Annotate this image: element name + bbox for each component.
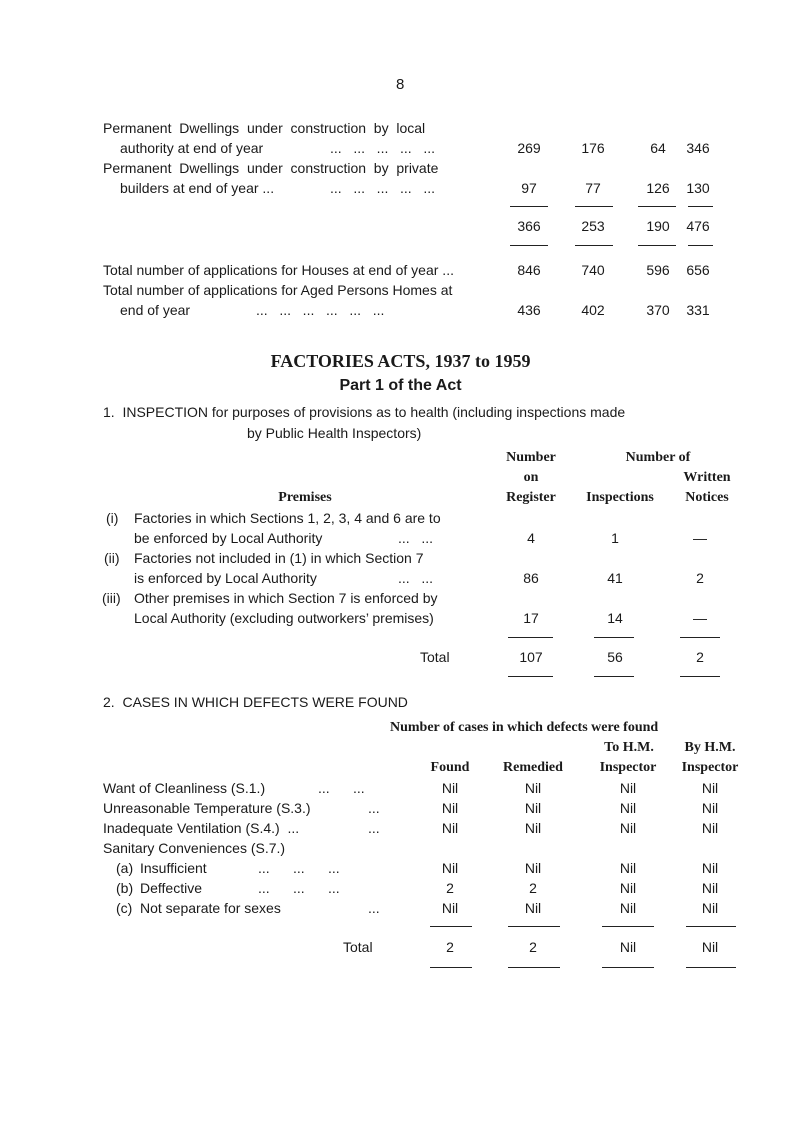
applications-cell: 846 (517, 262, 541, 278)
row-label: Factories in which Sections 1, 2, 3, 4 and 6 are to (134, 510, 441, 526)
cell-found: Nil (441, 820, 459, 836)
housing-row-label: authority at end of year (120, 140, 264, 156)
rule (602, 967, 654, 968)
col-header-found: Found (430, 760, 470, 775)
housing-cell: 64 (650, 140, 666, 156)
group-label: Sanitary Conveniences (S.7.) (103, 840, 286, 856)
total-label: Total (343, 939, 373, 955)
super-header: Number of cases in which defects were found (390, 720, 659, 735)
housing-subtotal: 476 (686, 218, 710, 234)
housing-cell: 269 (517, 140, 541, 156)
applications-label: Total number of applications for Houses at end of year ... (103, 262, 454, 278)
cell-to-hm: Nil (619, 860, 637, 876)
rule (510, 206, 548, 207)
cell-by-hm: Nil (701, 820, 719, 836)
col-header-to-hm: Inspector (599, 760, 657, 775)
cell-to-hm: Nil (619, 780, 637, 796)
row-label: Factories not included in (1) in which Section 7 (134, 550, 424, 566)
rule (575, 206, 613, 207)
housing-subtotal: 366 (517, 218, 541, 234)
cell-register: 4 (527, 530, 535, 546)
cell-remedied: 2 (529, 880, 537, 896)
housing-cell: 126 (646, 180, 670, 196)
applications-cell: 331 (686, 302, 710, 318)
cell-register: 17 (523, 610, 539, 626)
section-heading: by Public Health Inspectors) (247, 425, 422, 441)
cell-by-hm: Nil (701, 780, 719, 796)
rule (602, 926, 654, 927)
rule (686, 967, 736, 968)
row-label: be enforced by Local Authority (134, 530, 323, 546)
cell-notices: — (693, 610, 707, 626)
applications-cell: 436 (517, 302, 541, 318)
housing-row-label: Permanent Dwellings under construction by private (103, 160, 439, 176)
row-number: (i) (106, 510, 119, 526)
page-number: 8 (396, 76, 405, 93)
col-header-inspections: Inspections (586, 490, 654, 505)
leader-dots: ... ... ... ... ... ... (256, 302, 385, 318)
total-found: 2 (446, 939, 454, 955)
cell-register: 86 (523, 570, 539, 586)
row-label: Insufficient (140, 860, 207, 876)
cell-found: 2 (446, 880, 454, 896)
col-header-register: Register (506, 490, 556, 505)
rule (508, 926, 560, 927)
cell-remedied: Nil (524, 860, 542, 876)
cell-notices: — (693, 530, 707, 546)
rule (594, 637, 634, 638)
rule (510, 245, 548, 246)
cell-found: Nil (441, 860, 459, 876)
row-label: Unreasonable Temperature (S.3.) (103, 800, 311, 816)
total-by-hm: Nil (701, 939, 719, 955)
rule (688, 206, 713, 207)
col-header-premises: Premises (278, 490, 332, 505)
cell-to-hm: Nil (619, 820, 637, 836)
section-title: FACTORIES ACTS, 1937 to 1959 (270, 351, 531, 371)
applications-label: end of year (120, 302, 191, 318)
housing-subtotal: 253 (581, 218, 605, 234)
col-header-notices: Notices (685, 490, 729, 505)
col-header-remedied: Remedied (503, 760, 563, 775)
housing-cell: 130 (686, 180, 710, 196)
leader-dots: ... (368, 900, 380, 916)
leader-dots: ... ... (398, 530, 434, 546)
cell-by-hm: Nil (701, 860, 719, 876)
row-label: Inadequate Ventilation (S.4.) ... (103, 820, 300, 836)
cell-to-hm: Nil (619, 880, 637, 896)
leader-dots: ... ... ... (258, 880, 340, 896)
housing-row-label: Permanent Dwellings under construction by local (103, 120, 426, 136)
cell-remedied: Nil (524, 780, 542, 796)
applications-cell: 740 (581, 262, 605, 278)
applications-cell: 402 (581, 302, 605, 318)
cell-remedied: Nil (524, 900, 542, 916)
applications-cell: 370 (646, 302, 670, 318)
row-label: is enforced by Local Authority (134, 570, 317, 586)
section-subtitle: Part 1 of the Act (339, 377, 462, 394)
cell-to-hm: Nil (619, 800, 637, 816)
col-header-number-of: Number of (625, 450, 691, 465)
col-header-to-hm: To H.M. (604, 740, 654, 755)
row-number: (c) (116, 900, 133, 916)
leader-dots: ... (368, 800, 380, 816)
col-header-register: Number (506, 450, 556, 465)
leader-dots: ... ... (318, 780, 365, 796)
rule (688, 245, 713, 246)
total-register: 107 (519, 649, 543, 665)
housing-cell: 97 (521, 180, 537, 196)
row-number: (ii) (104, 550, 120, 566)
total-notices: 2 (696, 649, 704, 665)
cell-remedied: Nil (524, 800, 542, 816)
cell-remedied: Nil (524, 820, 542, 836)
housing-row-label: builders at end of year ... (120, 180, 275, 196)
housing-cell: 77 (585, 180, 601, 196)
housing-cell: 346 (686, 140, 710, 156)
leader-dots: ... ... ... (258, 860, 340, 876)
cell-inspections: 14 (607, 610, 623, 626)
cell-found: Nil (441, 780, 459, 796)
row-number: (iii) (102, 590, 121, 606)
housing-subtotal: 190 (646, 218, 670, 234)
leader-dots: ... ... ... ... ... (330, 140, 436, 156)
rule (575, 245, 613, 246)
rule (680, 637, 720, 638)
applications-label: Total number of applications for Aged Persons Homes at (103, 282, 453, 298)
cell-notices: 2 (696, 570, 704, 586)
section-heading: 1. INSPECTION for purposes of provisions as to health (including inspections made (103, 404, 626, 420)
section-heading: 2. CASES IN WHICH DEFECTS WERE FOUND (103, 694, 408, 710)
rule (508, 967, 560, 968)
cell-by-hm: Nil (701, 880, 719, 896)
cell-found: Nil (441, 900, 459, 916)
leader-dots: ... ... (398, 570, 434, 586)
cell-inspections: 1 (611, 530, 619, 546)
rule (638, 245, 676, 246)
row-label: Other premises in which Section 7 is enforced by (134, 590, 438, 606)
rule (508, 676, 553, 677)
row-label: Not separate for sexes (140, 900, 281, 916)
cell-by-hm: Nil (701, 800, 719, 816)
total-label: Total (420, 649, 450, 665)
applications-cell: 656 (686, 262, 710, 278)
rule (430, 926, 472, 927)
rule (508, 637, 553, 638)
leader-dots: ... ... ... ... ... (330, 180, 436, 196)
row-label: Want of Cleanliness (S.1.) (103, 780, 266, 796)
total-remedied: 2 (529, 939, 537, 955)
total-inspections: 56 (607, 649, 623, 665)
row-number: (a) (116, 860, 134, 876)
cell-to-hm: Nil (619, 900, 637, 916)
total-to-hm: Nil (619, 939, 637, 955)
applications-cell: 596 (646, 262, 670, 278)
cell-inspections: 41 (607, 570, 623, 586)
cell-found: Nil (441, 800, 459, 816)
row-label: Deffective (140, 880, 202, 896)
row-number: (b) (116, 880, 134, 896)
cell-by-hm: Nil (701, 900, 719, 916)
rule (638, 206, 676, 207)
col-header-by-hm: By H.M. (684, 740, 736, 755)
leader-dots: ... (368, 820, 380, 836)
rule (680, 676, 720, 677)
row-label: Local Authority (excluding outworkers’ premises) (134, 610, 434, 626)
housing-cell: 176 (581, 140, 605, 156)
col-header-notices: Written (683, 470, 731, 485)
rule (594, 676, 634, 677)
col-header-by-hm: Inspector (681, 760, 739, 775)
rule (430, 967, 472, 968)
rule (686, 926, 736, 927)
col-header-register: on (523, 470, 539, 485)
